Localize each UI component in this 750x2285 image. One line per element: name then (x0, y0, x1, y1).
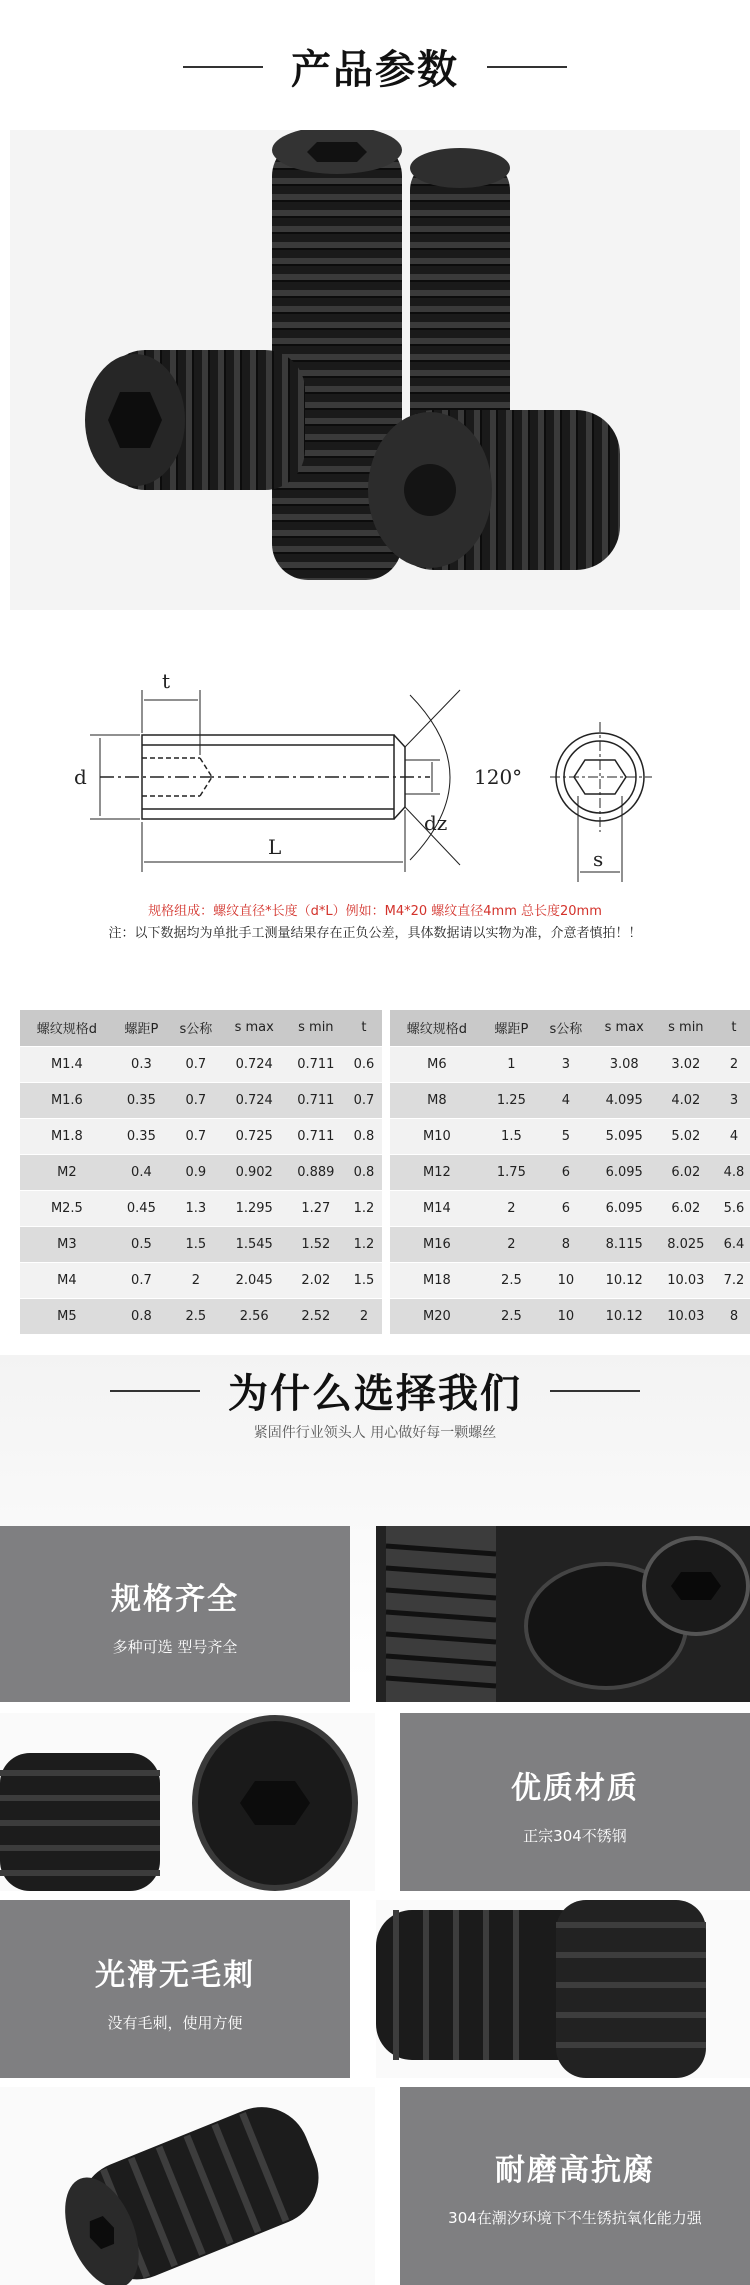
table-row (390, 1046, 750, 1082)
column-header: s max (593, 1010, 656, 1046)
table-cell: 0.35 (114, 1082, 169, 1118)
feature-title: 光滑无毛刺 (95, 1958, 255, 1993)
set-screws-illustration (10, 130, 740, 610)
table-cell: M14 (390, 1190, 484, 1226)
table-cell: 6.095 (593, 1154, 656, 1190)
feature-title: 规格齐全 (111, 1582, 239, 1617)
table-cell: 0.8 (346, 1118, 382, 1154)
table-cell: 1.5 (169, 1226, 223, 1262)
table-cell: 10.03 (656, 1298, 716, 1334)
table-header-row (20, 1010, 382, 1046)
table-cell: 0.7 (346, 1082, 382, 1118)
table-cell: 1 (484, 1046, 539, 1082)
table-cell: 10 (539, 1262, 593, 1298)
table-cell: 0.889 (286, 1154, 346, 1190)
dimension-drawing (60, 650, 690, 900)
table-cell: 2.5 (484, 1298, 539, 1334)
table-cell: 0.7 (169, 1082, 223, 1118)
table-cell: 2.045 (223, 1262, 286, 1298)
table-cell: 10.12 (593, 1262, 656, 1298)
feature-subtitle: 正宗304不锈钢 (523, 1827, 627, 1845)
table-cell: 7.2 (716, 1262, 750, 1298)
table-cell: 6 (539, 1154, 593, 1190)
label-dz: dz (424, 811, 448, 835)
table-row (390, 1082, 750, 1118)
why-subtitle: 紧固件行业领头人 用心做好每一颗螺丝 (253, 1425, 497, 1441)
table-cell: 10.12 (593, 1298, 656, 1334)
table-cell: 2 (169, 1262, 223, 1298)
table-cell: 3.08 (593, 1046, 656, 1082)
label-angle: 120° (474, 765, 523, 789)
screw-photo-2-illustration (0, 1713, 375, 1891)
spec-format-note: 规格组成：螺纹直径*长度（d*L）例如：M4*20 螺纹直径4mm 总长度20mm (148, 904, 602, 919)
table-cell: 1.295 (223, 1190, 286, 1226)
table-cell: M8 (390, 1082, 484, 1118)
table-cell: 0.7 (169, 1118, 223, 1154)
table-cell: 4 (716, 1118, 750, 1154)
table-cell: 0.35 (114, 1118, 169, 1154)
feature-panel-3 (0, 1900, 350, 2078)
table-cell: 2.5 (484, 1262, 539, 1298)
table-cell: 4.02 (656, 1082, 716, 1118)
table-cell: 5.095 (593, 1118, 656, 1154)
table-cell: 2.02 (286, 1262, 346, 1298)
screw-photo-4-illustration (0, 2087, 375, 2285)
table-cell: M18 (390, 1262, 484, 1298)
table-cell: 1.2 (346, 1226, 382, 1262)
table-row (20, 1226, 382, 1262)
feature-title: 优质材质 (511, 1771, 639, 1806)
table-cell: 6 (539, 1190, 593, 1226)
heading-line-left (183, 66, 263, 68)
table-cell: 0.45 (114, 1190, 169, 1226)
table-cell: 0.3 (114, 1046, 169, 1082)
table-cell: 0.9 (169, 1154, 223, 1190)
table-row (20, 1298, 382, 1334)
table-cell: 2.52 (286, 1298, 346, 1334)
table-cell: 6.02 (656, 1154, 716, 1190)
column-header: 螺距P (114, 1010, 169, 1046)
disclaimer-note: 注：以下数据均为单批手工测量结果存在正负公差，具体数据请以实物为准，介意者慎拍！！ (108, 926, 642, 941)
table-cell: 5.02 (656, 1118, 716, 1154)
table-cell: M4 (20, 1262, 114, 1298)
table-cell: M2 (20, 1154, 114, 1190)
table-cell: 2 (346, 1298, 382, 1334)
table-cell: 0.8 (346, 1154, 382, 1190)
table-row (390, 1262, 750, 1298)
column-header: s max (223, 1010, 286, 1046)
table-row (20, 1046, 382, 1082)
table-cell: 4.095 (593, 1082, 656, 1118)
table-cell: M20 (390, 1298, 484, 1334)
column-header: s min (286, 1010, 346, 1046)
table-row (20, 1082, 382, 1118)
table-cell: 2 (484, 1226, 539, 1262)
feature-panel-4 (400, 2087, 750, 2285)
table-row (20, 1262, 382, 1298)
table-cell: 0.4 (114, 1154, 169, 1190)
table-cell: 0.711 (286, 1082, 346, 1118)
table-cell: 8 (716, 1298, 750, 1334)
table-row (390, 1118, 750, 1154)
table-cell: M6 (390, 1046, 484, 1082)
table-cell: 3 (716, 1082, 750, 1118)
table-cell: 0.711 (286, 1046, 346, 1082)
table-cell: 1.75 (484, 1154, 539, 1190)
spec-table-right (390, 1010, 750, 1335)
table-cell: M1.4 (20, 1046, 114, 1082)
table-cell: 1.2 (346, 1190, 382, 1226)
table-cell: M1.8 (20, 1118, 114, 1154)
screw-photo-4 (0, 2087, 375, 2285)
dimension-diagram (60, 650, 690, 900)
table-cell: 0.724 (223, 1082, 286, 1118)
table-cell: 0.711 (286, 1118, 346, 1154)
table-cell: 1.545 (223, 1226, 286, 1262)
table-cell: 1.27 (286, 1190, 346, 1226)
table-cell: 3 (539, 1046, 593, 1082)
feature-subtitle: 没有毛刺，使用方便 (107, 2014, 243, 2032)
table-cell: 0.6 (346, 1046, 382, 1082)
table-cell: 2 (484, 1190, 539, 1226)
heading-line-right (550, 1390, 640, 1392)
table-row (20, 1154, 382, 1190)
table-row (390, 1154, 750, 1190)
screw-photo-1-illustration (376, 1526, 750, 1702)
table-cell: M3 (20, 1226, 114, 1262)
table-cell: 1.52 (286, 1226, 346, 1262)
feature-panel-1 (0, 1526, 350, 1702)
table-cell: 0.724 (223, 1046, 286, 1082)
column-header: s min (656, 1010, 716, 1046)
heading-line-left (110, 1390, 200, 1392)
column-header: t (346, 1010, 382, 1046)
table-row (390, 1226, 750, 1262)
table-cell: 6.02 (656, 1190, 716, 1226)
table-cell: 0.5 (114, 1226, 169, 1262)
table-cell: 8 (539, 1226, 593, 1262)
screw-photo-3-illustration (376, 1900, 750, 2078)
table-cell: 5 (539, 1118, 593, 1154)
column-header: 螺纹规格d (390, 1010, 484, 1046)
column-header: s公称 (169, 1010, 223, 1046)
column-header: s公称 (539, 1010, 593, 1046)
table-cell: 3.02 (656, 1046, 716, 1082)
table-cell: 0.7 (114, 1262, 169, 1298)
column-header: t (716, 1010, 750, 1046)
table-cell: 4.8 (716, 1154, 750, 1190)
table-cell: M1.6 (20, 1082, 114, 1118)
feature-subtitle: 304在潮汐环境下不生锈抗氧化能力强 (448, 2209, 702, 2227)
table-row (390, 1298, 750, 1334)
table-cell: 2 (716, 1046, 750, 1082)
table-header-row (390, 1010, 750, 1046)
table-cell: 10 (539, 1298, 593, 1334)
table-cell: 1.5 (484, 1118, 539, 1154)
feature-panel-2 (400, 1713, 750, 1891)
table-row (20, 1190, 382, 1226)
why-title: 为什么选择我们 (228, 1371, 522, 1417)
table-cell: M2.5 (20, 1190, 114, 1226)
table-row (390, 1190, 750, 1226)
table-cell: 10.03 (656, 1262, 716, 1298)
params-heading (0, 38, 750, 95)
feature-title: 耐磨高抗腐 (495, 2153, 655, 2188)
screw-photo-2 (0, 1713, 375, 1891)
why-heading (0, 1362, 750, 1419)
label-t: t (162, 669, 171, 693)
table-cell: 2.56 (223, 1298, 286, 1334)
table-cell: 4 (539, 1082, 593, 1118)
screw-photo-1 (376, 1526, 750, 1702)
table-cell: 1.3 (169, 1190, 223, 1226)
column-header: 螺距P (484, 1010, 539, 1046)
table-cell: 0.725 (223, 1118, 286, 1154)
table-cell: 0.902 (223, 1154, 286, 1190)
params-title: 产品参数 (291, 47, 459, 93)
table-cell: 6.095 (593, 1190, 656, 1226)
label-d: d (74, 765, 87, 789)
table-cell: 0.8 (114, 1298, 169, 1334)
table-cell: 8.025 (656, 1226, 716, 1262)
table-cell: 1.5 (346, 1262, 382, 1298)
table-cell: M16 (390, 1226, 484, 1262)
label-L: L (268, 835, 282, 859)
table-cell: 1.25 (484, 1082, 539, 1118)
table-cell: 0.7 (169, 1046, 223, 1082)
heading-line-right (487, 66, 567, 68)
table-cell: 2.5 (169, 1298, 223, 1334)
table-cell: 6.4 (716, 1226, 750, 1262)
feature-subtitle: 多种可选 型号齐全 (112, 1638, 238, 1656)
product-photo (10, 130, 740, 610)
label-s: s (593, 847, 604, 871)
table-row (20, 1118, 382, 1154)
table-cell: 5.6 (716, 1190, 750, 1226)
table-cell: M5 (20, 1298, 114, 1334)
screw-photo-3 (376, 1900, 750, 2078)
table-cell: M12 (390, 1154, 484, 1190)
table-cell: 8.115 (593, 1226, 656, 1262)
spec-table-left (20, 1010, 382, 1335)
table-cell: M10 (390, 1118, 484, 1154)
column-header: 螺纹规格d (20, 1010, 114, 1046)
